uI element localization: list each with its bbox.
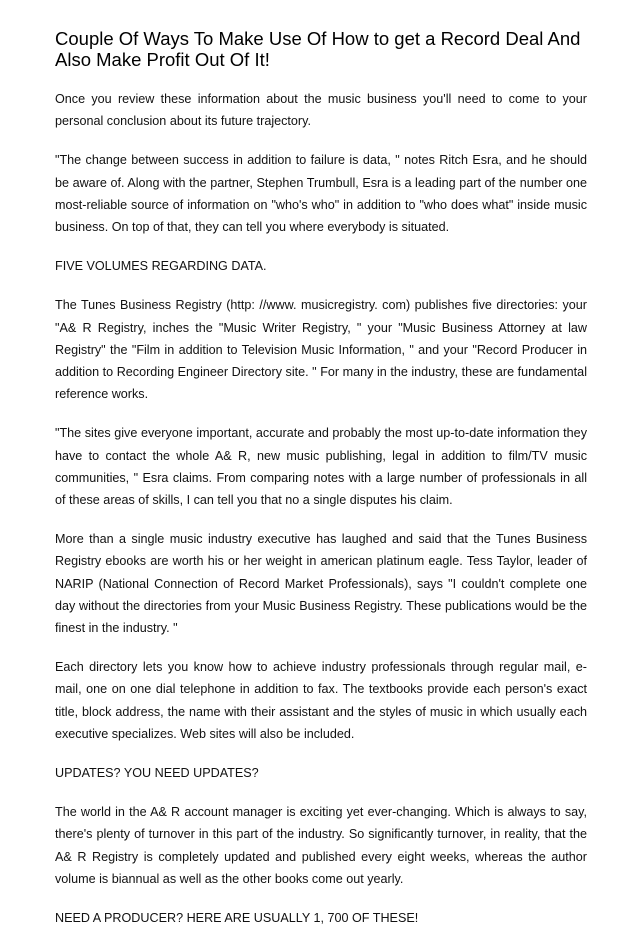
paragraph-esra-quote: "The change between success in addition to failure is data, " notes Ritch Esra, and he should be aware of. Along with the partner, Stephen Trumbull, Esra is a leading part of the number one most-reliable source of information on "who's who" in addition to "who does what" inside music business. On top of that, they can tell you where everybody is situated.	[55, 153, 587, 235]
paragraph-executive-praise: More than a single music industry executive has laughed and said that the Tunes Business Registry ebooks are worth his or her weight in american platinum eagle. Tess Taylor, leader of NARIP (National Connection of Record Market Professionals), says "I couldn't complete one day without the directories from your Music Business Registry. These publications would be the finest in the industry. "	[55, 532, 587, 636]
document-title: Couple Of Ways To Make Use Of How to get a Record Deal And Also Make Profit Out Of It!	[55, 28, 581, 70]
paragraph-sites-quote: "The sites give everyone important, accurate and probably the most up-to-date information they have to contact the whole A& R, new music publishing, legal in addition to film/TV music communities, " Esra claims. From comparing notes with a large number of professionals in all of these areas of skills, I can tell you that no a single disputes his claim.	[55, 426, 587, 508]
section-heading-five-volumes: FIVE VOLUMES REGARDING DATA.	[55, 259, 267, 274]
paragraph-registry-directories: The Tunes Business Registry (http: //www. musicregistry. com) publishes five directories: your "A& R Registry, inches the "Music Writer Registry, " your "Music Business Attorney at law Registry" the "Film in addition to Television Music Information, " and your "Record Producer in addition to Recording Engineer Directory site. " For many in the industry, these are fundamental reference works.	[55, 298, 587, 402]
document-page	[55, 28, 587, 946]
section-heading-producer: NEED A PRODUCER? HERE ARE USUALLY 1, 700 OF THESE!	[55, 911, 419, 926]
paragraph-directory-contents: Each directory lets you know how to achieve industry professionals through regular mail, e-mail, one on one dial telephone in addition to fax. The textbooks provide each person's exact title, block address, the name with their assistant and the styles of music in which usually each executive specializes. Web sites will also be included.	[55, 660, 587, 741]
paragraph-turnover: The world in the A& R account manager is exciting yet ever-changing. Which is always to say, there's plenty of turnover in this part of the industry. So significantly turnover, in reality, that the A& R Registry is completely updated and published every eight weeks, whereas the author volume is biannual as well as the other books come out yearly.	[55, 805, 587, 886]
section-heading-updates: UPDATES? YOU NEED UPDATES?	[55, 766, 259, 781]
paragraph-intro: Once you review these information about the music business you'll need to come to your personal conclusion about its future trajectory.	[55, 92, 587, 129]
